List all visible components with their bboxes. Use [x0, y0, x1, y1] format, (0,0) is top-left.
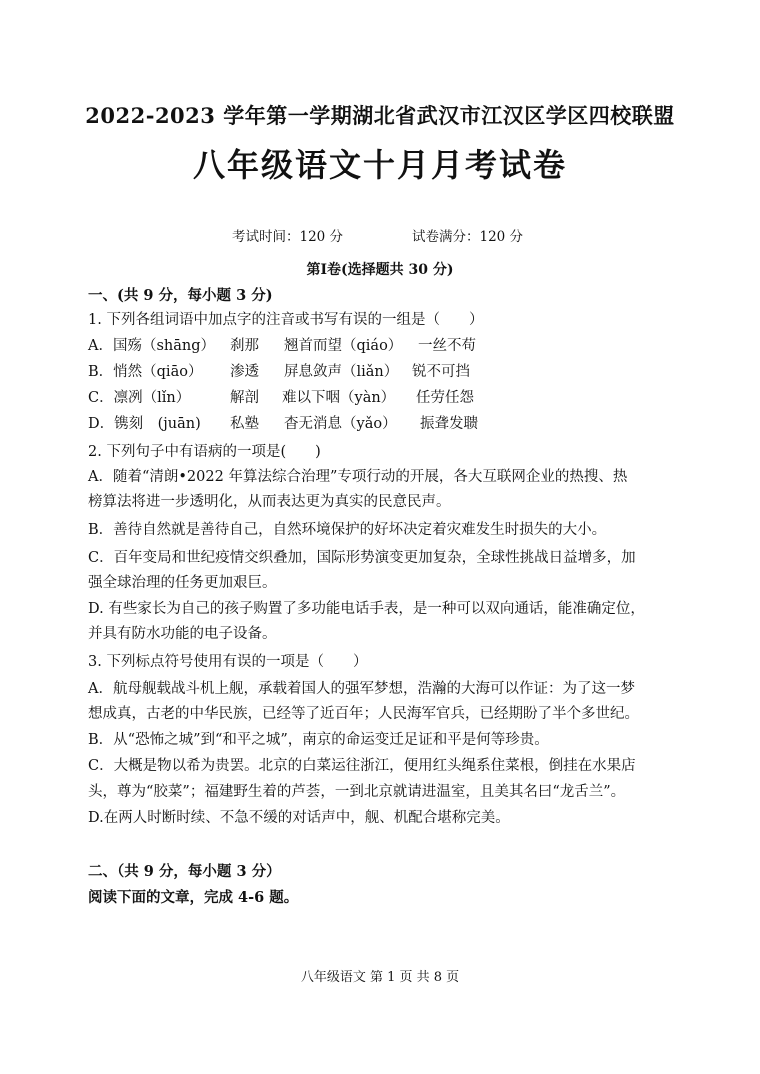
exam-time: 考试时间：120 分: [232, 229, 344, 245]
q1-d-item2: 私塾: [230, 416, 259, 432]
q2-stem: 2. 下列句子中有语病的一项是( ): [88, 444, 321, 460]
part1-heading: 一、(共 9 分，每小题 3 分): [88, 287, 273, 304]
q1-a-item4: 一丝不苟: [418, 338, 476, 354]
q1-d-item4: 振聋发聩: [420, 416, 478, 432]
q3-stem: 3. 下列标点符号使用有误的一项是（ ）: [88, 654, 368, 670]
part2-heading: 二、（共 9 分，每小题 3 分）: [88, 863, 281, 880]
q3-option-c-line1: C．大概是物以希为贵罢。北京的白菜运往浙江，便用红头绳系住菜根，倒挂在水果店: [88, 758, 636, 774]
q3-option-a-line2: 想成真，古老的中华民族，已经等了近百年；人民海军官兵，已经期盼了半个多世纪。: [88, 706, 639, 722]
q1-a-item1: A．国殇（shāng）: [88, 338, 216, 354]
q2-option-d-line2: 并具有防水功能的电子设备。: [88, 626, 277, 642]
q1-a-item2: 刹那: [230, 338, 259, 354]
q1-d-item3: 杳无消息（yǎo）: [284, 416, 397, 432]
q1-c-item4: 任劳任怨: [416, 390, 474, 406]
q1-d-item1: D．镌刻 (juān): [88, 416, 201, 432]
q2-option-b: B．善待自然就是善待自己，自然环境保护的好坏决定着灾难发生时损失的大小。: [88, 522, 607, 538]
exam-title-line1: 2022-2023 学年第一学期湖北省武汉市江汉区学区四校联盟: [85, 103, 675, 128]
q2-option-a-line1: A．随着“清朗•2022 年算法综合治理”专项行动的开展，各大互联网企业的热搜、热: [88, 469, 628, 485]
q2-option-c-line2: 强全球治理的任务更加艰巨。: [88, 575, 277, 591]
full-score: 试卷满分：120 分: [412, 229, 524, 245]
q3-option-b: B．从“恐怖之城”到“和平之城”，南京的命运变迁足证和平是何等珍贵。: [88, 732, 549, 748]
q2-option-c-line1: C．百年变局和世纪疫情交织叠加，国际形势演变更加复杂，全球性挑战日益增多，加: [88, 550, 636, 566]
q1-stem: 1. 下列各组词语中加点字的注音或书写有误的一组是（ ）: [88, 312, 484, 328]
q1-c-item1: C．凛冽（lǐn）: [88, 390, 191, 406]
q1-c-item3: 难以下咽（yàn）: [282, 390, 396, 406]
part2-instruction: 阅读下面的文章，完成 4-6 题。: [88, 889, 299, 906]
q3-option-d: D.在两人时断时续、不急不缓的对话声中，舰、机配合堪称完美。: [88, 810, 510, 826]
page-footer: 八年级语文 第 1 页 共 8 页: [300, 970, 460, 985]
q2-option-a-line2: 榜算法将进一步透明化，从而表达更为真实的民意民声。: [88, 494, 451, 510]
volume-title: 第Ⅰ卷(选择题共 30 分): [306, 262, 454, 278]
q1-a-item3: 翘首而望（qiáo）: [284, 338, 403, 354]
q3-option-a-line1: A．航母舰载战斗机上舰，承载着国人的强军梦想，浩瀚的大海可以作证：为了这一梦: [88, 681, 635, 697]
q1-b-item1: B．悄然（qiāo）: [88, 364, 203, 380]
q1-b-item4: 锐不可挡: [412, 364, 470, 380]
q3-option-c-line2: 头，尊为“胶菜”；福建野生着的芦荟，一到北京就请进温室，且美其名曰“龙舌兰”。: [88, 784, 626, 800]
q1-b-item3: 屏息敛声（liǎn）: [284, 364, 399, 380]
q2-option-d-line1: D. 有些家长为自己的孩子购置了多功能电话手表，是一种可以双向通话，能准确定位，: [88, 601, 645, 617]
q1-b-item2: 渗透: [230, 364, 259, 380]
q1-c-item2: 解剖: [230, 390, 259, 406]
exam-title-line2: 八年级语文十月月考试卷: [192, 146, 567, 184]
